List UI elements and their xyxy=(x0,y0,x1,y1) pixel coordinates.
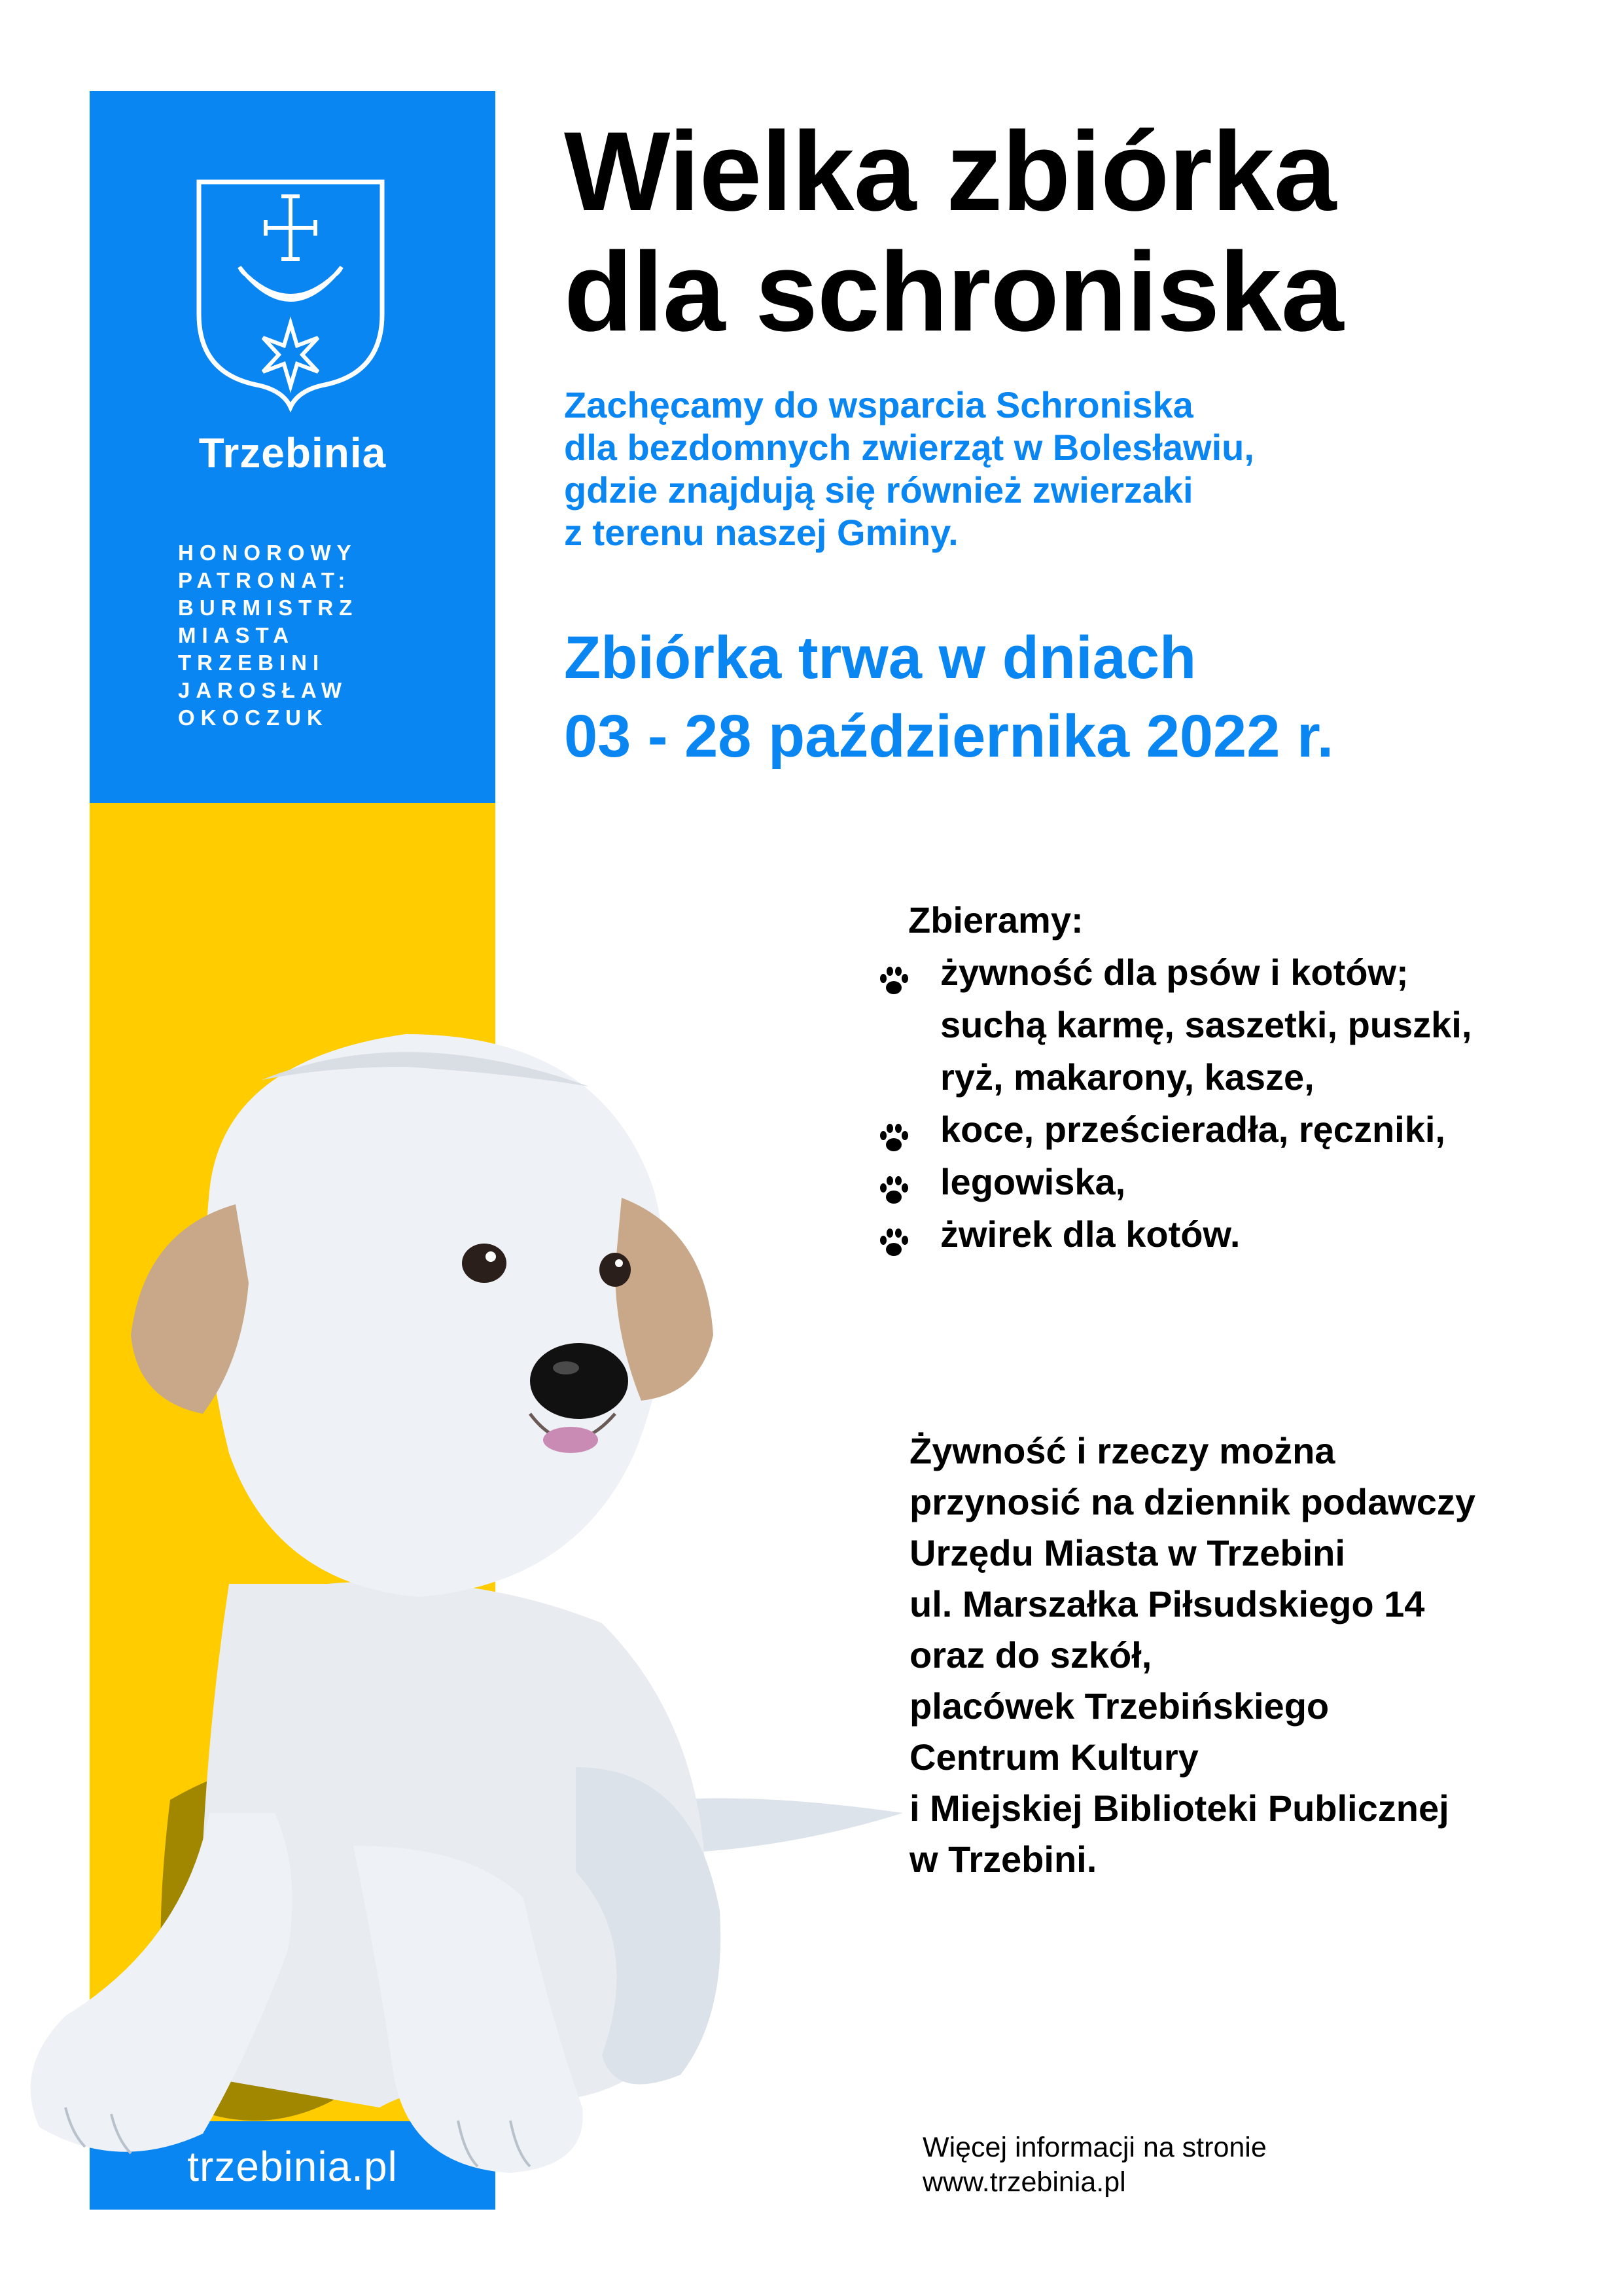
collection-dates xyxy=(564,619,1585,776)
dropoff-line: Urzędu Miasta w Trzebini xyxy=(909,1532,1345,1573)
more-info xyxy=(923,2130,1381,2200)
title-line: dla schroniska xyxy=(564,229,1343,355)
intro-line: z terenu naszej Gminy. xyxy=(564,512,959,553)
collection-item: legowiska, xyxy=(940,1161,1126,1202)
page-title xyxy=(564,109,1598,355)
dropoff-line: oraz do szkół, xyxy=(909,1634,1152,1676)
dropoff-line: Centrum Kultury xyxy=(909,1736,1199,1778)
puppy-illustration xyxy=(13,995,929,2212)
collection-item: żywność dla psów i kotów; xyxy=(940,952,1409,993)
dropoff-line: ul. Marszałka Piłsudskiego 14 xyxy=(909,1583,1425,1624)
dropoff-info xyxy=(909,1426,1603,1885)
patronage-line: JAROSŁAW xyxy=(178,678,348,702)
collection-item: żwirek dla kotów. xyxy=(940,1213,1241,1255)
title-line: Wielka zbiórka xyxy=(564,109,1336,234)
brand-name: Trzebinia xyxy=(198,429,387,476)
patronage-line: OKOCZUK xyxy=(178,706,328,730)
collection-item-continued: ryż, makarony, kasze, xyxy=(940,1056,1315,1098)
trzebinia-coat-of-arms-icon xyxy=(194,177,387,412)
dropoff-line: i Miejskiej Biblioteki Publicznej xyxy=(909,1787,1449,1829)
dropoff-line: Żywność i rzeczy można xyxy=(909,1430,1335,1471)
more-info-url[interactable]: www.trzebinia.pl xyxy=(923,2166,1126,2198)
date-line: Zbiórka trwa w dniach xyxy=(564,624,1197,691)
dropoff-line: w Trzebini. xyxy=(909,1839,1097,1880)
intro-line: Zachęcamy do wsparcia Schroniska xyxy=(564,384,1193,425)
collection-item: koce, prześcieradła, ręczniki, xyxy=(940,1109,1445,1150)
intro-line: dla bezdomnych zwierząt w Bolesławiu, xyxy=(564,427,1254,468)
patronage-line: BURMISTRZ xyxy=(178,596,359,620)
patronage-line: HONOROWY xyxy=(178,541,357,565)
honorary-patronage xyxy=(178,539,479,732)
patronage-line: TRZEBINI xyxy=(178,651,325,675)
date-line: 03 - 28 października 2022 r. xyxy=(564,703,1334,770)
footer-website-link[interactable]: trzebinia.pl xyxy=(187,2143,398,2190)
intro-paragraph xyxy=(564,384,1559,554)
dropoff-line: placówek Trzebińskiego xyxy=(909,1685,1330,1727)
dropoff-line: przynosić na dziennik podawczy xyxy=(909,1481,1476,1522)
collection-item-continued: suchą karmę, saszetki, puszki, xyxy=(940,1004,1472,1045)
patronage-line: MIASTA xyxy=(178,623,295,647)
intro-line: gdzie znajdują się również zwierzaki xyxy=(564,469,1193,511)
collection-heading: Zbieramy: xyxy=(908,899,1084,941)
more-info-label: Więcej informacji na stronie xyxy=(923,2132,1267,2163)
paw-print-icon xyxy=(877,964,911,998)
patronage-line: PATRONAT: xyxy=(178,568,351,592)
